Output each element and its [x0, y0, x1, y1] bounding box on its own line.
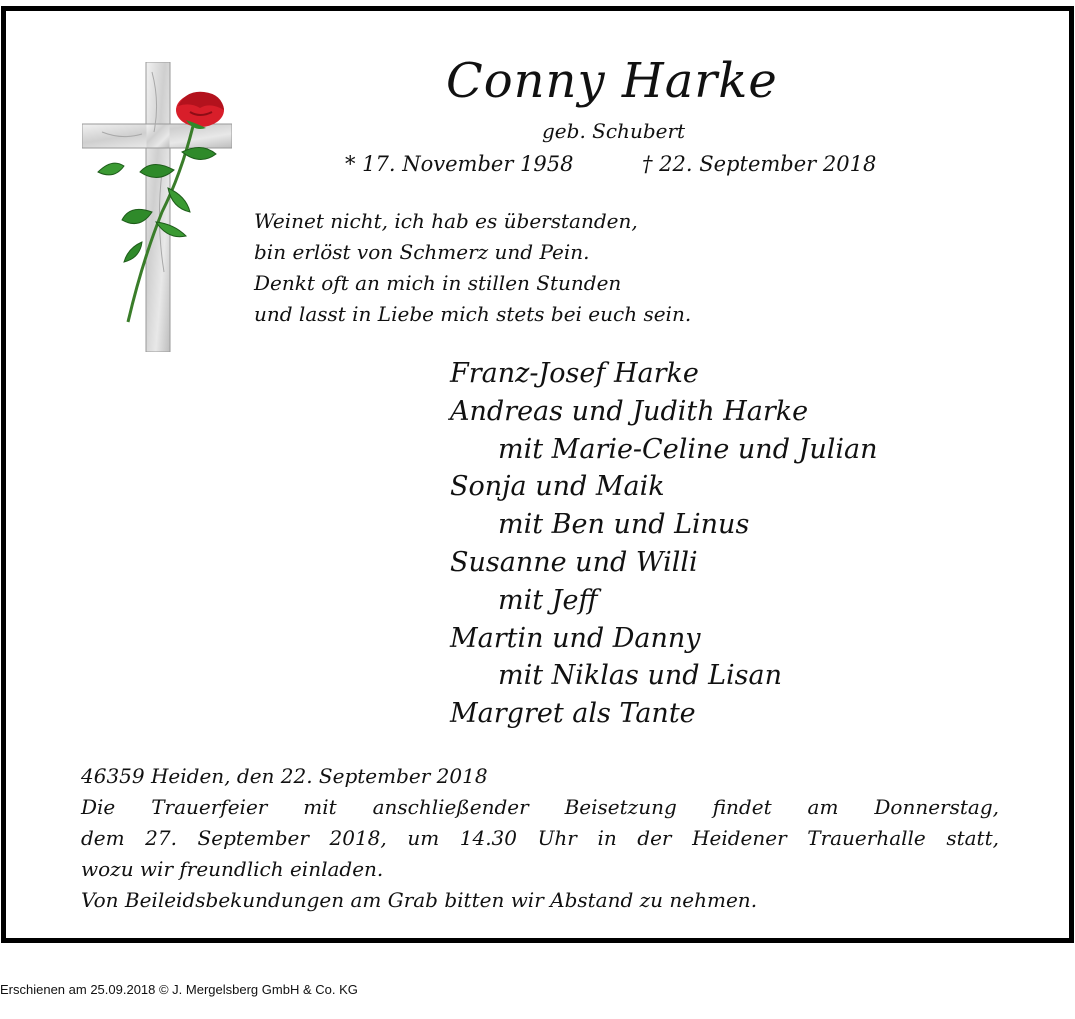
- mourner-entry: Susanne und Willi: [450, 546, 698, 578]
- ceremony-text: Die Trauerfeier mit anschließender Beisetzung findet am Donnerstag,: [81, 795, 999, 819]
- mourners-list: [450, 355, 878, 733]
- mourner-entry: mit Jeff: [498, 584, 598, 616]
- ceremony-text: wozu wir freundlich einladen.: [81, 857, 384, 881]
- mourner-entry: mit Marie-Celine und Julian: [498, 433, 878, 465]
- cross-with-rose-icon: [82, 62, 232, 352]
- deceased-name: Conny Harke: [446, 53, 778, 109]
- poem-line: bin erlöst von Schmerz und Pein.: [254, 240, 590, 264]
- mourner-entry: Franz-Josef Harke: [450, 358, 699, 389]
- mourner-entry: mit Niklas und Lisan: [498, 660, 783, 692]
- birth-date: * 17. November 1958: [345, 152, 574, 176]
- poem-line: Denkt oft an mich in stillen Stunden: [254, 271, 622, 295]
- mourner-entry: Margret als Tante: [450, 698, 696, 730]
- mourner-entry: Sonja und Maik: [450, 471, 665, 503]
- death-date: † 22. September 2018: [642, 152, 877, 176]
- poem-line: Weinet nicht, ich hab es überstanden,: [254, 209, 638, 233]
- publication-credit: Erschienen am 25.09.2018 © J. Mergelsberg GmbH & Co. KG: [0, 982, 358, 997]
- mourner-entry: mit Ben und Linus: [498, 509, 750, 541]
- condolence-note: Von Beileidsbekundungen am Grab bitten wir Abstand zu nehmen.: [81, 888, 758, 912]
- memorial-poem: [254, 206, 691, 330]
- mourner-entry: Andreas und Judith Harke: [450, 395, 809, 427]
- birth-name: geb. Schubert: [542, 119, 686, 143]
- poem-line: und lasst in Liebe mich stets bei euch sein.: [254, 302, 692, 326]
- ceremony-text: dem 27. September 2018, um 14.30 Uhr in der Heidener Trauerhalle statt,: [81, 826, 999, 850]
- obituary-notice: [1, 6, 1074, 943]
- mourner-entry: Martin und Danny: [450, 622, 701, 654]
- place-date: 46359 Heiden, den 22. September 2018: [81, 764, 488, 788]
- funeral-details: [81, 761, 999, 916]
